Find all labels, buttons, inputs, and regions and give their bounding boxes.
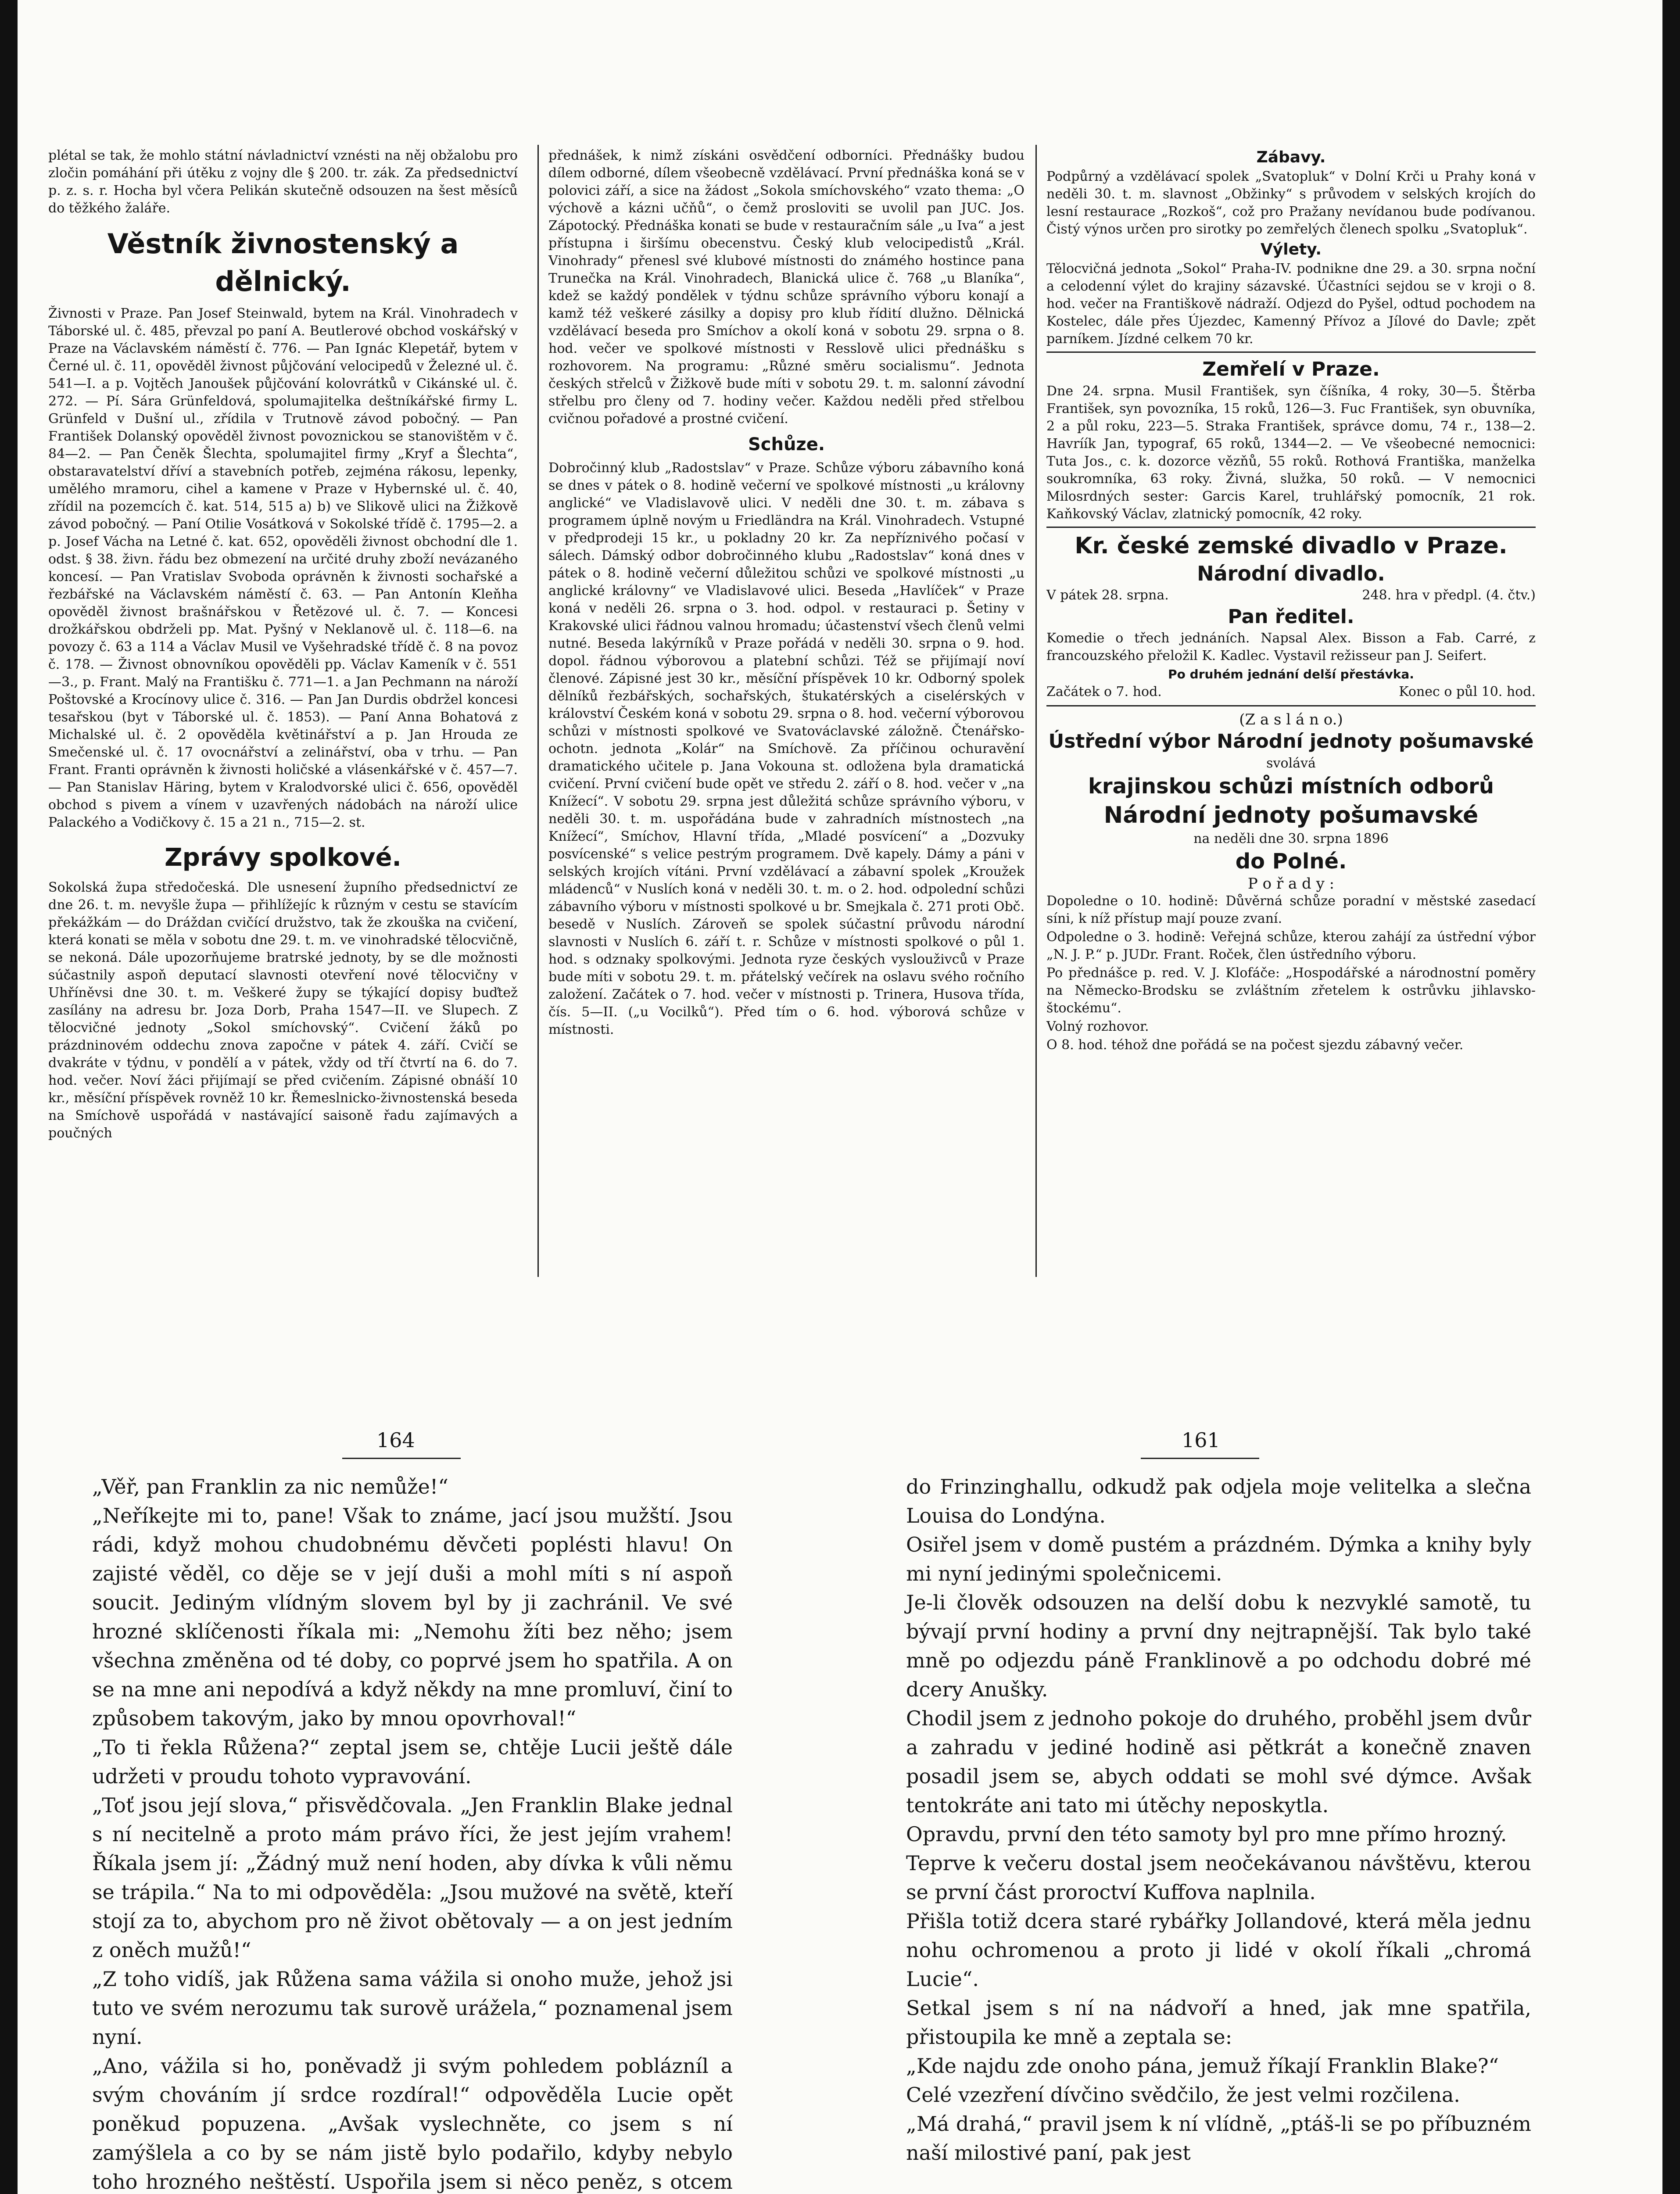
- section-text-zabavy: Podpůrný a vzdělávací spolek „Svatopluk“ v Dolní Krči u Prahy koná v neděli 30. t. m. slavnost „Obžinky“ s průvodem v selských krojích do lesní restaurace „Rozkoš“, což pro Pražany nevídanou bude podívanou. Čistý výnos určen pro sirotky po zemřelých členech spolku „Svatopluk“.: [1046, 169, 1536, 237]
- theatre-start: Začátek o 7. hod.: [1046, 684, 1162, 699]
- book-left-para: „To ti řekla Růžena?“ zeptal jsem se, chtěje Lucii ještě dále udržeti v proudu tohoto vypravování.: [92, 1735, 733, 1788]
- notice-title-1: krajinskou schůzi místních odborů: [1088, 774, 1494, 799]
- newspaper-column-2: [548, 147, 1024, 1040]
- section-text-vestnik: Živnosti v Praze. Pan Josef Steinwald, bytem na Král. Vinohradech v Táborské ul. č. 485, převzal po paní A. Beutlerové obchod voskářský v Praze na Václavském náměstí č. 776. — Pan Ignác Klepetář, bytem v Černé ul. č. 11, opověděl živnost půjčování velocipedů v Železné ul. č. 541—I. a p. Vojtěch Janoušek půjčování kolovrátků v Cikánské ul. č. 272. — Pí. Sára Grünfeldová, spolumajitelka deštníkářské firmy L. Grünfeld v Dušní ul., zřídila v Trutnově závod pobočný. — Pan František Dolanský opověděl živnost povoznickou se stanovištěm v č. 84—2. — Pan Čeněk Šlechta, spolumajitel firmy „Kryf a Šlechta“, obstaravatelství dříví a stavebních potřeb, zejména rákosu, lepenky, umělého mramoru, cihel a kamene v Praze v Hybernské ul. č. 40, zřídil na pozemcích č. kat. 514, 515 a) b) ve Slikově ulici na Žižkově závod pobočný. — Paní Otilie Vosátková v Sokolské třídě č. 1795—2. a p. Josef Vácha na Letné č. kat. 652, opověděli živnost obchodní dle 1. odst. § 38. živn. řádu bez obmezení na určité druhy zboží nevázaného koncesí. — Pan Vratislav Svoboda oprávněn k živnosti sochařské a řezbářské na Václavském náměstí č. 63. — Pan Antonín Kleňha opověděl živnost brašnářskou v Řetězové ul. č. 7. — Koncesi drožkářskou obdrželi pp. Mat. Pyšný v Neklanově ul. č. 118—6. na povozy č. 63 a 114 a Václav Musil ve Vyšehradské třídě č. 8 na povoz č. 178. — Živnost obnovníkou opověděli pp. Václav Kameník v č. 551—3., p. Frant. Malý na Františku č. 771—1. a Jan Pechmann na nároží Poštovské a Krocínovy ulice č. 316. — Pan Jan Durdis obdržel koncesi tesařskou (byt v Táborské ul. č. 1853). — Paní Anna Bohatová z Michalské ul. č. 2 opověděla květinářství a p. Jan Hrouda ze Smečenské ul. č. 17 ovocnářství a zelinářství, oba v trhu. — Pan Frant. Franti oprávněn k živnosti holičské a vlásenkářské v č. 457—7. — Pan Stanislav Häring, bytem v Kralodvorské ulici č. 656, opověděl obchod s pivem a vínem v uzavřených nádobách na nároží ulice Palackého a Vodičkovy č. 15 a 21 n., 715—2. st.: [48, 306, 518, 830]
- section-text-zpravy: Sokolská župa středočeská. Dle usnesení župního předsednictví ze dne 26. t. m. nevyšle župa — přihlížejíc k různým v cestu se stavícím překážkám — do Dráždan cvičící družstvo, tak že zkouška na cvičení, která konati se měla v sobotu dne 29. t. m. ve vinohradské tělocvičně, se nekoná. Dále upozorňujeme bratrské jednoty, by se dle možnosti súčastnily aspoň deputací slavnosti otevření nové tělocvičny v Uhříněvsi dne 30. t. m. Veškeré župy se týkající dopisy buďtež zasílány na adresu br. Joza Dorb, Praha 1547—II. ve Slupech. Z tělocvičné jednoty „Sokol smíchovský“. Cvičení žáků po prázdninovém oddechu znova započne v pátek 4. září. Cvičí se dvakráte v týdnu, v pondělí a v pátek, vždy od tří čtvrtí na 6. do 7. hod. večer. Noví žáci přijímají se před cvičením. Zápisné obnáší 10 kr., měsíční příspěvek rovněž 10 kr. Řemeslnicko-živnostenská beseda na Smíchově uspořádá v nastávající saisoně řadu zajímavých a poučných: [48, 880, 518, 1141]
- column-1-intro: plétal se tak, že mohlo státní návladnictví vznésti na něj obžalobu pro zločin pomáhání při útěku z vojny dle § 200. tr. zák. Za předsednictví p. z. s. r. Hocha byl včera Pelikán skutečně odsouzen na šest měsíců do těžkého žaláře.: [48, 148, 518, 216]
- book-right-para: do Frinzinghallu, odkudž pak odjela moje velitelka a slečna Louisa do Londýna.: [906, 1475, 1531, 1527]
- book-right-para: Osiřel jsem v domě pustém a prázdném. Dýmka a knihy byly mi nyní jedinými společnicemi.: [906, 1533, 1531, 1585]
- theatre-title: Kr. české zemské divadlo v Praze.: [1075, 533, 1508, 559]
- page-number-rule-left: [342, 1458, 461, 1459]
- theatre-end: Konec o půl 10. hod.: [1399, 684, 1536, 699]
- newspaper-column-1: [48, 147, 518, 1143]
- page-number-rule-right: [1141, 1458, 1259, 1459]
- book-right-para: „Má drahá,“ pravil jsem k ní vlídně, „ptáš-li se po příbuzném naší milostivé paní, pak jest: [906, 2112, 1531, 2165]
- notice-svolava: svolává: [1266, 756, 1316, 771]
- notice-place: do Polné.: [1235, 849, 1347, 874]
- book-page-right: [906, 1472, 1531, 2167]
- section-title-vylety: Výlety.: [1260, 240, 1322, 258]
- section-title-schuze: Schůze.: [748, 434, 825, 455]
- book-left-para: „Neříkejte mi to, pane! Však to známe, jací jsou mužští. Jsou rádi, když mohou chudobnému děvčeti poplésti hlavu! On zajisté věděl, co děje se v její duši a mohl míti s ní aspoň soucit. Jediným vlídným slovem byl by ji zachránil. Ve své hrozné sklíčenosti říkala mi: „Nemohu žíti bez něho; jsem všechna změněna od té doby, co poprvé jsem ho spatřila. A on se na mne ani nepodívá a když někdy na mne promluví, činí to způsobem takovým, jako by mnou opovrhoval!“: [92, 1504, 733, 1730]
- section-title-zpravy: Zprávy spolkové.: [165, 843, 401, 872]
- book-right-para: Opravdu, první den této samoty byl pro mne přímo hrozný.: [906, 1822, 1507, 1846]
- poradi-title: P o ř a d y :: [1247, 875, 1335, 893]
- poradi-item-2: Odpoledne o 3. hodině: Veřejná schůze, kterou zahájí za ústřední výbor „N. J. P.“ p. JUDr. Frant. Roček, člen ústředního výboru.: [1046, 929, 1536, 962]
- column-2-text: přednášek, k nimž získáni osvědčení odborníci. Přednášky budou dílem odborné, dílem všeobecně vzdělávací. První přednáška koná se v polovici září, a sice na žádost „Sokola smíchovského“ vzato thema: „O výchově a kázni učňů“, o čemž prosloviti se uvolil pan JUC. Jos. Zápotocký. Přednáška konati se bude v restauračním sále „u Iva“ a jest přístupna i širšímu obecenstvu. Český klub velocipedistů „Král. Vinohrady“ přenesl své klubové místnosti do známého hostince pana Trunečka na Král. Vinohradech, Blanická ulice č. 768 „u Blaníka“, kdež se každý pondělek v týdnu schůze správního výboru konají a kamž též veškeré zásilky a dopisy pro klub řídití dlužno. Dělnická vzdělávací beseda pro Smíchov a okolí koná v sobotu 29. srpna o 8. hod. večer ve spolkové místnosti v Resslově ulici přednášku s rozhovorem. Na programu: „Různé směru socialismu“. Jednota českých střelců v Žižkově bude míti v sobotu 29. t. m. salonní závodní střelbu pro členy od 7. hodiny večer. Každou neděli před střelbou cvičnou pořadové a prostné cvičení.: [548, 148, 1024, 427]
- book-right-para: Přišla totiž dcera staré rybářky Jollandové, která měla jednu nohu ochromenou a proto ji lidé v okolí říkali „chromá Lucie“.: [906, 1909, 1531, 1991]
- section-text-zemreli: Dne 24. srpna. Musil František, syn číšníka, 4 roky, 30—5. Štěrba František, syn povozníka, 15 roků, 126—3. Fuc František, syn obuvníka, 2 a půl roku, 223—5. Straka František, správce domu, 74 r., 138—2. Havríík Jan, typograf, 65 roků, 1344—2. — Ve všeobecné nemocnici: Tuta Jos., c. k. dozorce vězňů, 55 roků. Rothová Františka, manželka soukromníka, 63 roky. Živná, služka, 50 roků. — V nemocnici Milosrdných sester: Garcis Karel, truhlářský pomocník, 21 rok. Kaňkovský Václav, zlatnický pomocník, 42 roky.: [1046, 384, 1536, 522]
- column-divider-2: [1035, 145, 1037, 1277]
- section-title-zemreli: Zemřelí v Praze.: [1202, 358, 1380, 380]
- theatre-note: Po druhém jednání delší přestávka.: [1168, 667, 1414, 681]
- theatre-date: V pátek 28. srpna.: [1046, 588, 1169, 603]
- section-title-vestnik: Věstník živnostenský a dělnický.: [107, 228, 459, 298]
- book-page-number-left: 164: [376, 1428, 415, 1452]
- poradi-item-4: Volný rozhovor.: [1046, 1019, 1149, 1034]
- theatre-play-number: 248. hra v předpl. (4. čtv.): [1362, 588, 1536, 603]
- theatre-description: Komedie o třech jednáních. Napsal Alex. Bisson a Fab. Carré, z francouzského přeložil K. Kadlec. Vystavil režisseur pan J. Seifert.: [1046, 631, 1536, 663]
- book-left-para: „Věř, pan Franklin za nic nemůže!“: [92, 1475, 448, 1499]
- theatre-subtitle: Národní divadlo.: [1197, 562, 1385, 585]
- book-page-number-right: 161: [1182, 1428, 1220, 1452]
- section-text-schuze: Dobročinný klub „Radostslav“ v Praze. Schůze výboru zábavního koná se dnes v pátek o 8. hodině večerní ve spolkové místnosti „u královny anglické“ ve Vladislavově ulici. V neděli dne 30. t. m. zábava s programem úplně novým u Friedländra na Král. Vinohradech. Vstupné v předprodeji 15 kr., u pokladny 20 kr. Za nepříznivého počasí v sálech. Dámský odbor dobročinného klubu „Radostslav“ koná dnes v pátek o 8. hodině večerní důležitou schůzi ve spolkové místnosti „u anglické královny“ ve Vladislavové ulici. Beseda „Havlíček“ v Praze koná v neděli 26. srpna o 3. hod. odpol. v restauraci p. Šetiny v Krakovské ulici řádnou valnou hromadu; účastenství všech členů velmi nutné. Beseda lakýrníků v Praze pořádá v neděli 30. srpna o 9. hod. dopol. řádnou výborovou a platební schůzi. Též se přijímají noví členové. Zápisné jest 30 kr., měsíční příspěvek 10 kr. Odborný spolek dělníků řezbářských, sochařských, štukatérských a ciselérských v království Českém koná v sobotu 29. srpna o 8. hod. večerní výborovou schůzi v místnosti spolkové ve Svatováclavské záložně. Čtenářsko-ochotn. jednota „Kolár“ na Smíchově. Za příčinou ochuravění dramatického učitele p. Jana Vokouna st. odložena byla dramatická cvičení. První cvičení bude opět ve středu 2. září o 8. hod. večer v „na Knížecí“. V sobotu 29. srpna jest důležitá schůze správního výboru, v neděli 30. t. m. uspořádána bude v zahradních místnostech „na Knížecí“, Smíchov, Hlavní třída, „Mladé posvícení“ a „Dozvuky posvícenské“ s velice pestrým programem. Dvě kapely. Dámy a páni v selských krojích vítáni. První vzdělávací a zábavní spolek „Kroužek mládenců“ v Nuslích koná v neděli 30. t. m. o 2. hod. odpolední schůzi zábavního výboru v místnosti spolkové u br. Smejkala č. 271 proti Obč. besedě v Nuslích. Zároveň se spolek súčastní průvodu národní slavnosti v Nuslích 6. září t. r. Schůze v místnosti spolkové o půl 1. hod. s odznaky spolkovými. Jednota ryze českých vyslouživců v Praze bude míti v sobotu 29. t. m. přátelský večírek na oslavu svého ročního založení. Začátek o 7. hod. večer v místnosti p. Trinera, Husova třída, čís. 5—II. („u Vocilků“). Před tím o 6. hod. výborová schůze v místnosti.: [548, 460, 1024, 1037]
- book-right-para: Chodil jsem z jednoho pokoje do druhého, proběhl jsem dvůr a zahradu v jediné hodině asi pětkrát a konečně znaven posadil jsem se, abych oddati se mohl své dýmce. Avšak tentokráte ani tato mi útěchy neposkytla.: [906, 1706, 1531, 1817]
- book-left-para: „Toť jsou její slova,“ přisvědčovala. „Jen Franklin Blake jednal s ní necitelně a proto mám právo říci, že jest jejím vrahem! Říkala jsem jí: „Žádný muž není hoden, aby dívka k vůli němu se trápila.“ Na to mi odpověděla: „Jsou mužové na světě, kteří stojí za to, abychom pro ně život obětovaly — a on jest jedním z oněch mužů!“: [92, 1793, 733, 1962]
- book-left-para: „Ano, vážila si ho, poněvadž ji svým pohledem poblázníl a svým chováním jí srdce rozdíral!“ odpověděla Lucie opět poněkud popuzena. „Avšak vyslechněte, co jsem s ní zamýšlela a co by se nám jistě bylo podařilo, kdyby nebylo toho hrozného neštěstí. Uspořila jsem si něco peněz, s otcem: [92, 2054, 733, 2194]
- zaslano-label: (Z a s l á n o.): [1239, 711, 1343, 728]
- notice-date: na neděli dne 30. srpna 1896: [1193, 831, 1389, 846]
- notice-organisation: Ústřední výbor Národní jednoty pošumavské: [1048, 730, 1534, 753]
- book-page-left: [92, 1472, 733, 2194]
- poradi-item-3: Po přednášce p. red. V. J. Klofáče: „Hospodářské a národnostní poměry na Německo-Brodsku se zvláštním zřetelem k ostrůvku jihlavsko-štockému“.: [1046, 965, 1536, 1016]
- book-right-para: Celé vzezření dívčino svědčilo, že jest velmi rozčilena.: [906, 2083, 1460, 2107]
- book-right-para: Setkal jsem s ní na nádvoří a hned, jak mne spatřila, přistoupila ke mně a zeptala se:: [906, 1996, 1531, 2049]
- column-divider-1: [537, 145, 539, 1277]
- poradi-item-1: Dopoledne o 10. hodině: Důvěrná schůze poradní v městské zasedací síni, k níž přístup mají pouze zvaní.: [1046, 893, 1536, 926]
- theatre-play-title: Pan ředitel.: [1228, 606, 1354, 628]
- book-right-para: Teprve k večeru dostal jsem neočekávanou návštěvu, kterou se první část proroctví Kuffova naplnila.: [906, 1851, 1531, 1904]
- notice-title-2: Národní jednoty pošumavské: [1103, 802, 1479, 828]
- scan-border-left: [0, 0, 18, 2194]
- poradi-item-5: O 8. hod. téhož dne pořádá se na počest sjezdu zábavný večer.: [1046, 1037, 1464, 1053]
- section-title-zabavy: Zábavy.: [1256, 148, 1326, 166]
- book-right-para: Je-li člověk odsouzen na delší dobu k nezvyklé samotě, tu bývají první hodiny a první dny nejtrapnější. Tak bylo také mně po odjezdu páně Franklinově a po odchodu dobré mé dcery Anušky.: [906, 1591, 1531, 1701]
- scan-border-right: [1662, 0, 1680, 2194]
- newspaper-column-3: [1046, 147, 1536, 1055]
- book-right-para: „Kde najdu zde onoho pána, jemuž říkají Franklin Blake?“: [906, 2054, 1499, 2078]
- section-text-vylety: Tělocvičná jednota „Sokol“ Praha-IV. podnikne dne 29. a 30. srpna noční a celodenní výlet do krajiny sázavské. Účastníci sejdou se v kroji o 8. hod. večer na Františkově nádraží. Odjezd do Pyšel, odtud pochodem na Kostelec, dále přes Újezdec, Kamenný Přívoz a Jílové do Davle; zpět parníkem. Jízdné celkem 70 kr.: [1046, 261, 1536, 347]
- book-left-para: „Z toho vidíš, jak Růžena sama vážila si onoho muže, jehož jsi tuto ve svém nerozumu tak surově uráželа,“ poznamenal jsem nyní.: [92, 1967, 733, 2049]
